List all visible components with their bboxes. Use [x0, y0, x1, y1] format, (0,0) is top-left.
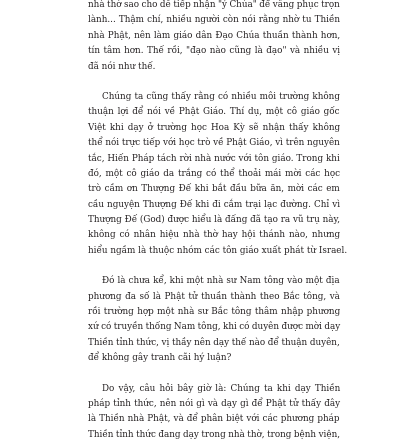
paragraph-gap	[88, 259, 340, 274]
text-line: thuận lợi để nói về Phật Giáo. Thí dụ, một cô giáo gốc	[88, 107, 340, 118]
text-line: tắc, Hiến Pháp tách rời nhà nước với tôn giáo. Trong khi	[88, 153, 340, 164]
text-line: Thượng Đế (God) được hiểu là đấng đã tạo ra vũ trụ này,	[88, 215, 341, 226]
paragraph-gap	[88, 75, 340, 90]
text-line: Thiền tỉnh thức đang dạy trong nhà thờ, trong bệnh viện,	[88, 429, 341, 440]
text-line: Đó là chưa kể, khi một nhà sư Nam tông vào một địa	[102, 276, 340, 287]
paragraph-3	[88, 274, 340, 366]
text-line: không có nhân hiệu nhà thờ hay hội thánh nào, nhưng	[88, 230, 341, 241]
body-text	[88, 0, 348, 443]
paragraph-4	[88, 382, 340, 443]
text-line: để không gây tranh cãi hý luận?	[88, 353, 232, 364]
text-line: rồi trường hợp một nhà sư Bắc tông thâm nhập phương	[88, 307, 341, 318]
text-line: đó, một cô giáo da trắng có thể thoải mái mời các học	[88, 168, 341, 179]
text-line: trò cầm ơn Thượng Đế khi bắt đầu bữa ăn, mời các em	[88, 184, 340, 195]
text-line: phương đa số là Phật tử thuần thành theo Bắc tông, và	[88, 291, 340, 302]
paragraph-2	[88, 90, 348, 259]
text-line: cầu nguyện Thượng Đế khi đi cắm trại lạc đường. Chỉ vì	[88, 199, 341, 210]
paragraph-1	[88, 0, 340, 75]
text-line: Chúng ta cũng thấy rằng có nhiều môi trường không	[102, 91, 340, 102]
text-line: Do vậy, câu hỏi bây giờ là: Chúng ta khi dạy Thiền	[102, 383, 341, 394]
text-line: pháp tỉnh thức, nên nói gì và dạy gì để Phật tử thấy đây	[88, 398, 341, 409]
text-line: thể nói trực tiếp với học trò về Phật Giáo, vì trên nguyên	[88, 138, 340, 149]
text-line: đã nói như thế.	[88, 61, 156, 72]
text-line: nhà Phật, nên làm giáo dân Đạo Chúa thuần thành hơn,	[88, 30, 341, 41]
text-line: nhà thờ sao cho dễ tiếp nhận "ý Chúa" để vâng phục trọn	[88, 0, 340, 10]
text-line: hiểu ngầm là thuộc nhóm các tôn giáo xuất phát từ Israel.	[88, 245, 348, 256]
text-line: tín tâm hơn. Thế rồi, "đạo nào cũng là đạo" và nhiều vị	[88, 46, 341, 57]
text-line: là Thiền nhà Phật, và để phân biệt với các phương pháp	[88, 414, 340, 425]
text-line: lành... Thậm chí, nhiều người còn nói rằng nhờ tu Thiền	[88, 15, 341, 26]
paragraph-gap	[88, 367, 340, 382]
text-line: Thiền tỉnh thức, vị thầy nên dạy thế nào để thuận duyên,	[88, 337, 340, 348]
text-line: Việt khi dạy ở trường học Hoa Kỳ sẽ nhận thấy không	[88, 122, 341, 133]
text-line: xứ có truyền thống Nam tông, khi có duyên được mời dạy	[88, 322, 341, 333]
